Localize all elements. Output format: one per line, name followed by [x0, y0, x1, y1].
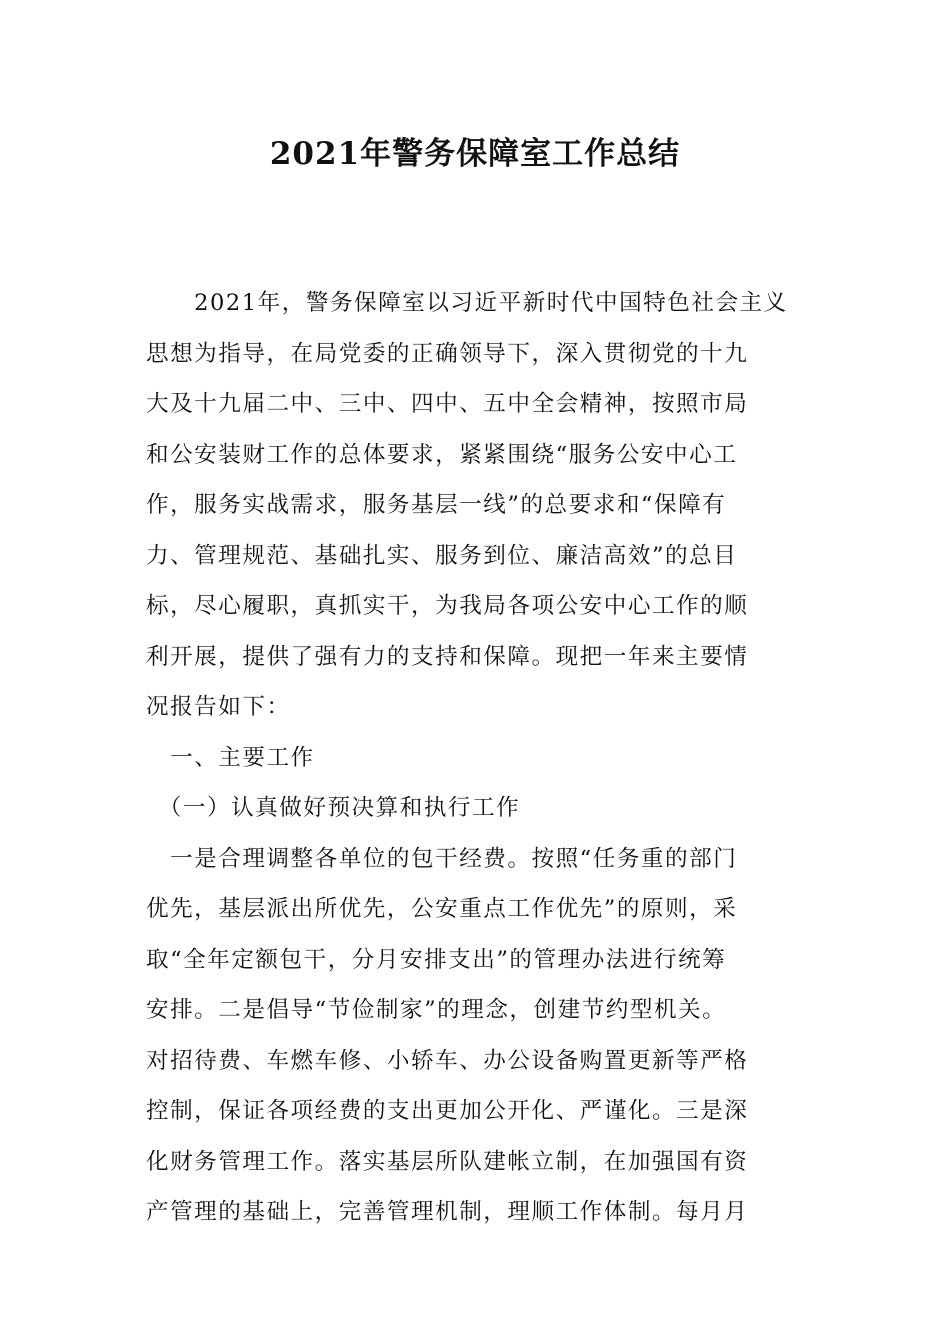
body-line: 一是合理调整各单位的包干经费。按照“任务重的部门 — [146, 845, 738, 872]
body-line: 优先，基层派出所优先，公安重点工作优先”的原则，采 — [146, 896, 738, 922]
body-line: 作，服务实战需求，服务基层一线”的总要求和“保障有 — [146, 492, 727, 518]
document-title: 2021年警务保障室工作总结 — [269, 136, 681, 172]
body-line: 力、管理规范、基础扎实、服务到位、廉洁高效”的总目 — [146, 542, 738, 569]
subsection-heading: （一）认真做好预决算和执行工作 — [146, 795, 521, 821]
body-line: 大及十九届二中、三中、四中、五中全会精神，按照市局 — [146, 391, 749, 417]
body-line: 标，尽心履职，真抓实干，为我局各项公安中心工作的顺 — [146, 593, 749, 619]
body-line: 和公安装财工作的总体要求，紧紧围绕“服务公安中心工 — [146, 441, 738, 468]
section-heading: 一、主要工作 — [146, 744, 315, 771]
body-line: 思想为指导，在局党委的正确领导下，深入贯彻党的十九 — [146, 340, 749, 367]
document-body — [146, 278, 806, 1238]
body-line: 取“全年定额包干，分月安排支出”的管理办法进行统筹 — [146, 946, 727, 973]
body-line: 控制，保证各项经费的支出更加公开化、严谨化。三是深 — [146, 1098, 749, 1124]
body-line: 对招待费、车燃车修、小轿车、办公设备购置更新等严格 — [146, 1047, 749, 1074]
body-line: 2021年，警务保障室以习近平新时代中国特色社会主义 — [146, 290, 788, 316]
body-line: 产管理的基础上，完善管理机制，理顺工作体制。每月月 — [146, 1199, 749, 1225]
body-line: 安排。二是倡导“节俭制家”的理念，创建节约型机关。 — [146, 997, 727, 1023]
body-line: 利开展，提供了强有力的支持和保障。现把一年来主要情 — [146, 643, 749, 670]
body-line: 化财务管理工作。落实基层所队建帐立制，在加强国有资 — [146, 1148, 749, 1175]
body-line: 况报告如下： — [146, 694, 291, 720]
